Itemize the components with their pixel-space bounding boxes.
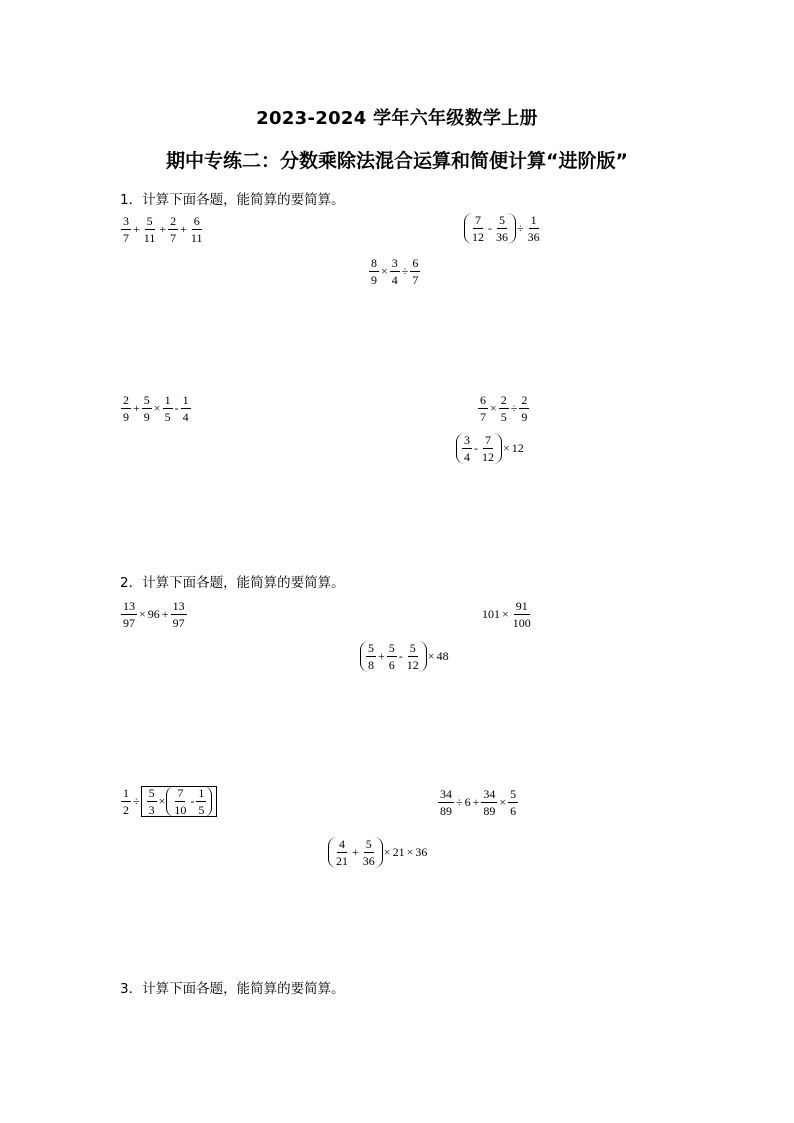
operator: ÷ <box>510 401 518 415</box>
operator: + <box>472 795 480 809</box>
numerator: 6 <box>193 214 200 228</box>
integer: 96 <box>147 607 160 621</box>
numerator: 1 <box>164 393 171 407</box>
fraction <box>168 214 178 245</box>
fraction <box>494 213 510 244</box>
fraction <box>462 433 472 464</box>
numerator: 3 <box>123 214 129 228</box>
expression-1c <box>368 256 421 287</box>
fraction <box>121 786 131 817</box>
denominator: 7 <box>480 410 486 424</box>
denominator: 12 <box>472 230 484 244</box>
integer: 36 <box>415 845 428 859</box>
operator: + <box>180 222 187 236</box>
integer: 21 <box>392 845 405 859</box>
numerator: 5 <box>365 837 372 851</box>
operator: × <box>502 607 509 621</box>
fraction <box>366 641 376 672</box>
numerator: 5 <box>368 641 374 655</box>
numerator: 2 <box>500 393 507 407</box>
fraction <box>189 214 205 245</box>
denominator: 100 <box>512 616 531 630</box>
denominator: 89 <box>440 804 452 818</box>
denominator: 7 <box>412 273 419 287</box>
expression-2a <box>120 599 188 630</box>
denominator: 36 <box>527 230 540 244</box>
denominator: 21 <box>336 854 348 868</box>
denominator: 7 <box>123 231 129 245</box>
fraction <box>172 786 188 817</box>
expression-1d <box>120 393 192 424</box>
numerator: 3 <box>391 256 398 270</box>
expression-1b <box>464 213 543 244</box>
fraction <box>499 393 509 424</box>
operator: × <box>153 401 161 415</box>
fraction <box>196 786 206 817</box>
fraction <box>171 599 187 630</box>
denominator: 7 <box>170 231 177 245</box>
operator: × <box>503 441 510 455</box>
expression-2c <box>360 641 450 672</box>
question-1-heading: 1．计算下面各题，能简算的要简算。 <box>120 192 345 208</box>
operator: - <box>474 441 478 455</box>
denominator: 5 <box>198 803 205 817</box>
operator: × <box>490 401 497 415</box>
fraction <box>121 214 131 245</box>
numerator: 5 <box>510 787 517 801</box>
question-2-heading: 2．计算下面各题，能简算的要简算。 <box>120 575 345 591</box>
fraction <box>519 393 529 424</box>
operator: - <box>488 221 492 235</box>
denominator: 97 <box>172 616 185 630</box>
denominator: 11 <box>143 231 156 245</box>
operator: × <box>381 264 388 278</box>
operator: × <box>427 649 435 663</box>
numerator: 2 <box>170 214 177 228</box>
numerator: 13 <box>172 599 185 613</box>
denominator: 3 <box>148 803 155 817</box>
operator: - <box>174 401 179 415</box>
fraction <box>387 641 397 672</box>
operator: ÷ <box>133 794 140 808</box>
fraction <box>410 256 420 287</box>
denominator: 12 <box>482 450 494 464</box>
fraction <box>508 787 518 818</box>
numerator: 1 <box>182 393 189 407</box>
denominator: 9 <box>521 410 528 424</box>
numerator: 5 <box>148 786 155 800</box>
operator: ÷ <box>517 221 524 235</box>
fraction <box>478 393 488 424</box>
parentheses <box>166 786 212 817</box>
denominator: 4 <box>464 450 470 464</box>
operator: + <box>133 222 140 236</box>
fraction <box>181 393 191 424</box>
denominator: 6 <box>388 658 395 672</box>
fraction <box>142 214 158 245</box>
numerator: 7 <box>177 786 184 800</box>
numerator: 5 <box>388 641 395 655</box>
denominator: 12 <box>406 658 419 672</box>
denominator: 2 <box>123 803 129 817</box>
numerator: 3 <box>464 433 470 447</box>
operator: × <box>499 795 507 809</box>
denominator: 4 <box>182 410 189 424</box>
denominator: 5 <box>500 410 507 424</box>
fraction <box>481 787 497 818</box>
denominator: 97 <box>123 616 135 630</box>
operator: + <box>161 607 169 621</box>
denominator: 36 <box>362 854 375 868</box>
fraction <box>163 393 173 424</box>
fraction <box>438 787 454 818</box>
numerator: 6 <box>480 393 486 407</box>
numerator: 7 <box>475 213 481 227</box>
numerator: 5 <box>499 213 505 227</box>
fraction <box>147 786 157 817</box>
numerator: 1 <box>198 786 205 800</box>
page-title: 2023-2024 学年六年级数学上册 <box>256 108 538 129</box>
fraction <box>361 837 377 868</box>
expression-1f <box>456 433 525 464</box>
denominator: 9 <box>123 410 129 424</box>
numerator: 5 <box>146 214 153 228</box>
denominator: 11 <box>190 231 203 245</box>
operator: + <box>159 222 167 236</box>
operator: + <box>378 649 385 663</box>
numerator: 2 <box>521 393 528 407</box>
expression-2e <box>437 787 519 818</box>
expression-2f <box>328 837 428 868</box>
numerator: 5 <box>409 641 416 655</box>
expression-1e <box>477 393 530 424</box>
operator: × <box>158 794 166 808</box>
numerator: 34 <box>440 787 452 801</box>
page-subtitle: 期中专练二：分数乘除法混合运算和简便计算“进阶版” <box>166 150 628 172</box>
fraction <box>142 393 152 424</box>
integer: 6 <box>464 795 471 809</box>
denominator: 8 <box>368 658 374 672</box>
integer: 101 <box>482 607 500 621</box>
parentheses <box>328 837 383 868</box>
numerator: 7 <box>485 433 491 447</box>
operator: × <box>406 845 414 859</box>
parentheses <box>464 213 516 244</box>
denominator: 89 <box>483 804 496 818</box>
operator: ÷ <box>401 264 409 278</box>
denominator: 4 <box>391 273 398 287</box>
numerator: 6 <box>412 256 419 270</box>
numerator: 91 <box>515 599 528 613</box>
parentheses <box>360 641 427 672</box>
numerator: 1 <box>530 213 537 227</box>
denominator: 9 <box>371 273 377 287</box>
fraction <box>511 599 533 630</box>
expression-2b <box>481 599 534 630</box>
expression-1a <box>120 214 205 245</box>
numerator: 5 <box>143 393 150 407</box>
denominator: 10 <box>174 803 187 817</box>
numerator: 13 <box>123 599 135 613</box>
fraction <box>121 599 137 630</box>
operator: × <box>383 845 391 859</box>
fraction <box>390 256 400 287</box>
numerator: 2 <box>123 393 129 407</box>
operator: + <box>133 401 140 415</box>
operator: ÷ <box>456 795 463 809</box>
brackets <box>141 786 218 817</box>
fraction <box>334 837 350 868</box>
expression-2d <box>120 786 217 817</box>
fraction <box>480 433 496 464</box>
denominator: 5 <box>164 410 171 424</box>
integer: 12 <box>511 441 524 455</box>
fraction <box>405 641 421 672</box>
fraction <box>470 213 486 244</box>
operator: - <box>190 794 195 808</box>
fraction <box>121 393 131 424</box>
operator: - <box>398 649 403 663</box>
denominator: 36 <box>496 230 508 244</box>
numerator: 1 <box>123 786 129 800</box>
integer: 48 <box>436 649 449 663</box>
operator: × <box>139 607 146 621</box>
numerator: 34 <box>483 787 496 801</box>
parentheses <box>456 433 502 464</box>
denominator: 6 <box>510 804 517 818</box>
fraction <box>369 256 379 287</box>
denominator: 9 <box>143 410 150 424</box>
numerator: 4 <box>339 837 345 851</box>
operator: + <box>352 845 359 859</box>
question-3-heading: 3．计算下面各题，能简算的要简算。 <box>120 981 345 997</box>
fraction <box>526 213 542 244</box>
numerator: 8 <box>371 256 377 270</box>
